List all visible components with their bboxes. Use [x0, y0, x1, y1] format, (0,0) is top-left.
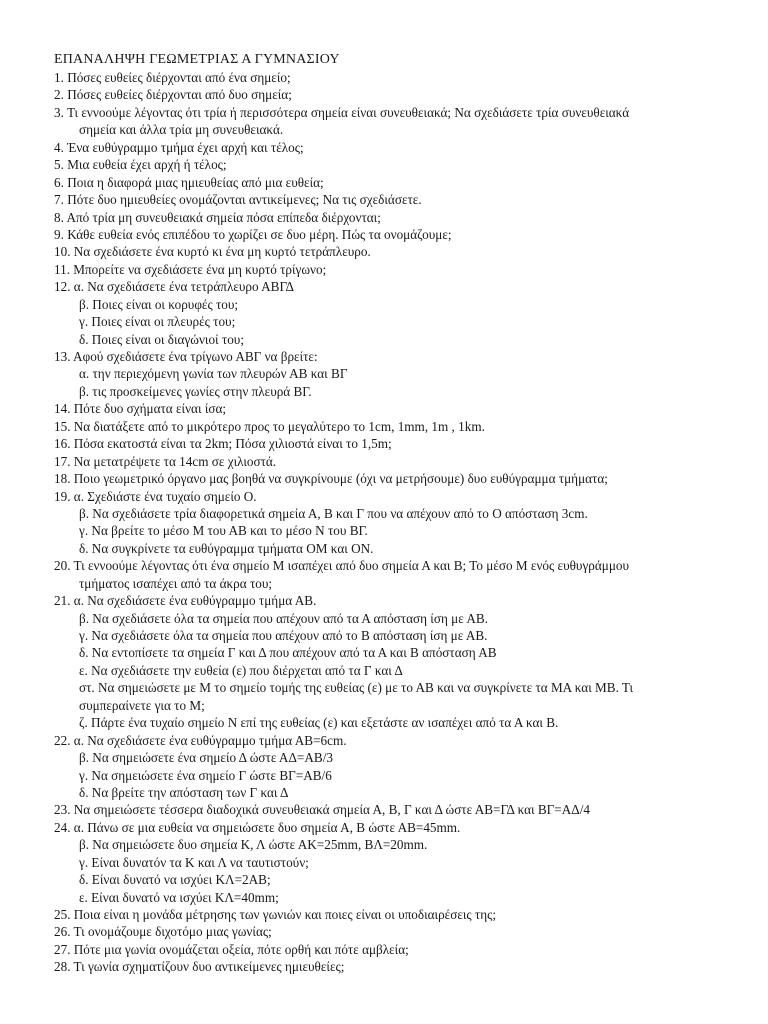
question-continuation: σημεία και άλλα τρία μη συνευθειακά.	[79, 122, 284, 138]
question-line: 16. Πόσα εκατοστά είναι τα 2km; Πόσα χιλιοστά είναι το 1,5m;	[54, 436, 392, 452]
sub-question-line: δ. Ποιες είναι οι διαγώνιοί του;	[79, 331, 244, 347]
sub-question-line: δ. Να συγκρίνετε τα ευθύγραμμα τμήματα ΟΜ και ΟΝ.	[79, 540, 374, 556]
question-continuation: συμπεραίνετε για το Μ;	[79, 697, 205, 713]
question-line: 24. α. Πάνω σε μια ευθεία να σημειώσετε δυο σημεία Α, Β ώστε ΑΒ=45mm.	[54, 819, 461, 835]
question-line: 8. Από τρία μη συνευθειακά σημεία πόσα επίπεδα διέρχονται;	[54, 209, 381, 225]
question-line: 9. Κάθε ευθεία ενός επιπέδου το χωρίζει σε δυο μέρη. Πώς τα ονομάζουμε;	[54, 226, 452, 242]
question-line: 6. Ποια η διαφορά μιας ημιευθείας από μια ευθεία;	[54, 174, 324, 190]
sub-question-line: δ. Είναι δυνατό να ισχύει ΚΛ=2ΑΒ;	[79, 872, 271, 888]
sub-question-line: ε. Να σχεδιάσετε την ευθεία (ε) που διέρχεται από τα Γ και Δ	[79, 662, 403, 678]
question-line: 27. Πότε μια γωνία ονομάζεται οξεία, πότε ορθή και πότε αμβλεία;	[54, 941, 409, 957]
question-line: 21. α. Να σχεδιάσετε ένα ευθύγραμμο τμήμα ΑΒ.	[54, 593, 317, 609]
question-list	[54, 69, 754, 976]
sub-question-line: β. Ποιες είναι οι κορυφές του;	[79, 296, 239, 312]
question-line: 1. Πόσες ευθείες διέρχονται από ένα σημείο;	[54, 70, 291, 85]
sub-question-line: γ. Ποιες είναι οι πλευρές του;	[79, 314, 236, 330]
sub-question-line: δ. Να βρείτε την απόσταση των Γ και Δ	[79, 784, 289, 800]
question-line: 11. Μπορείτε να σχεδιάσετε ένα μη κυρτό τρίγωνο;	[54, 261, 327, 277]
question-line: 2. Πόσες ευθείες διέρχονται από δυο σημεία;	[54, 87, 292, 103]
question-line: 4. Ένα ευθύγραμμο τμήμα έχει αρχή και τέλος;	[54, 139, 304, 155]
question-continuation: τμήματος ισαπέχει από τα άκρα του;	[79, 575, 273, 591]
question-line: 18. Ποιο γεωμετρικό όργανο μας βοηθά να συγκρίνουμε (όχι να μετρήσουμε) δυο ευθύγραμμα τμήματα;	[54, 471, 608, 487]
sub-question-line: γ. Είναι δυνατόν τα Κ και Λ να ταυτιστούν;	[79, 854, 309, 870]
sub-question-line: β. Να σημειώσετε δυο σημεία Κ, Λ ώστε ΑΚ=25mm, ΒΛ=20mm.	[79, 837, 428, 853]
sub-question-line: ε. Είναι δυνατό να ισχύει ΚΛ=40mm;	[79, 889, 279, 905]
question-line: 19. α. Σχεδιάστε ένα τυχαίο σημείο Ο.	[54, 488, 257, 504]
sub-question-line: α. την περιεχόμενη γωνία των πλευρών ΑΒ και ΒΓ	[79, 366, 348, 382]
sub-question-line: β. Να σχεδιάσετε τρία διαφορετικά σημεία Α, Β και Γ που να απέχουν από το Ο απόσταση 3cm.	[79, 505, 588, 521]
question-line: 15. Να διατάξετε από το μικρότερο προς το μεγαλύτερο το 1cm, 1mm, 1m , 1km.	[54, 418, 485, 434]
question-line: 7. Πότε δυο ημιευθείες ονομάζονται αντικείμενες; Να τις σχεδιάσετε.	[54, 192, 422, 208]
document-title: ΕΠΑΝΑΛΗΨΗ ΓΕΩΜΕΤΡΙΑΣ Α ΓΥΜΝΑΣΙΟΥ	[54, 52, 340, 67]
question-line: 17. Να μετατρέψετε τα 14cm σε χιλιοστά.	[54, 453, 277, 469]
question-line: 3. Τι εννοούμε λέγοντας ότι τρία ή περισσότερα σημεία είναι συνευθειακά; Να σχεδιάσετε τρία συνευθειακά	[54, 104, 630, 120]
sub-question-line: β. Να σχεδιάσετε όλα τα σημεία που απέχουν από τα Α απόσταση ίση με ΑΒ.	[79, 610, 488, 626]
sub-question-line: γ. Να σημειώσετε ένα σημείο Γ ώστε ΒΓ=ΑΒ/6	[79, 767, 332, 783]
question-line: 14. Πότε δυο σχήματα είναι ίσα;	[54, 401, 227, 417]
worksheet-page	[54, 50, 754, 976]
sub-question-line: στ. Να σημειώσετε με Μ το σημείο τομής της ευθείας (ε) με το ΑΒ και να συγκρίνετε τα ΜΑ και ΜΒ. Τι	[79, 680, 634, 696]
sub-question-line: β. Να σημειώσετε ένα σημείο Δ ώστε ΑΔ=ΑΒ/3	[79, 750, 333, 766]
question-line: 23. Να σημειώσετε τέσσερα διαδοχικά συνευθειακά σημεία Α, Β, Γ και Δ ώστε ΑΒ=ΓΔ και ΒΓ=ΑΔ/4	[54, 802, 590, 818]
sub-question-line: γ. Να σχεδιάσετε όλα τα σημεία που απέχουν από το Β απόσταση ίση με ΑΒ.	[79, 628, 488, 643]
question-line: 26. Τι ονομάζουμε διχοτόμο μιας γωνίας;	[54, 924, 272, 940]
question-line: 22. α. Να σχεδιάσετε ένα ευθύγραμμο τμήμα ΑΒ=6cm.	[54, 732, 347, 748]
question-line: 5. Μια ευθεία έχει αρχή ή τέλος;	[54, 157, 227, 173]
question-line: 13. Αφού σχεδιάσετε ένα τρίγωνο ΑΒΓ να βρείτε:	[54, 349, 318, 364]
sub-question-line: δ. Να εντοπίσετε τα σημεία Γ και Δ που απέχουν από τα Α και Β απόσταση ΑΒ	[79, 645, 497, 661]
question-line: 12. α. Να σχεδιάσετε ένα τετράπλευρο ΑΒΓΔ	[54, 279, 295, 295]
sub-question-line: γ. Να βρείτε το μέσο Μ του ΑΒ και το μέσο Ν του ΒΓ.	[79, 523, 368, 539]
question-line: 25. Ποια είναι η μονάδα μέτρησης των γωνιών και ποιες είναι οι υποδιαιρέσεις της;	[54, 907, 497, 922]
sub-question-line: β. τις προσκείμενες γωνίες στην πλευρά ΒΓ.	[79, 383, 312, 399]
question-line: 28. Τι γωνία σχηματίζουν δυο αντικείμενες ημιευθείες;	[54, 959, 345, 975]
sub-question-line: ζ. Πάρτε ένα τυχαίο σημείο Ν επί της ευθείας (ε) και εξετάστε αν ισαπέχει από τα Α και Β.	[79, 715, 559, 731]
question-line: 20. Τι εννοούμε λέγοντας ότι ένα σημείο Μ ισαπέχει από δυο σημεία Α και Β; Το μέσο Μ ενός ευθυγράμμου	[54, 558, 630, 574]
question-line: 10. Να σχεδιάσετε ένα κυρτό κι ένα μη κυρτό τετράπλευρο.	[54, 244, 371, 260]
